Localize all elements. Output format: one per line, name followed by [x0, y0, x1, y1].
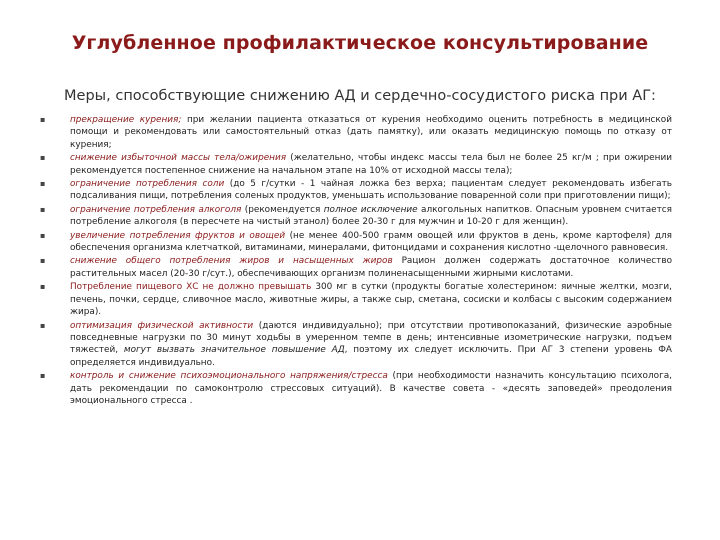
bullet-icon: ▪	[40, 282, 46, 292]
bullet-icon: ▪	[40, 320, 46, 330]
bullet-icon: ▪	[40, 371, 46, 381]
bullet-icon: ▪	[40, 204, 46, 214]
bullet-icon: ▪	[40, 179, 46, 189]
list-item: ▪ ограничение потребления алкоголя (рекомендуется полное исключение алкогольных напитков. Опасным уровнем считается потребление алкоголя (в пересчете на чистый этанол) более 20-30 г для мужчин и 10-20 г для женщин).	[40, 204, 672, 228]
list-item: ▪ Потребление пищевого ХС не должно превышать 300 мг в сутки (продукты богатые холестерином: яичные желтки, мозги, печень, почки, сердце, сливочное масло, животные жиры, а также сыр, сметана, сосиски и колбасы с высоким содержанием жира).	[40, 282, 672, 318]
measures-list	[40, 114, 672, 408]
list-item: ▪ увеличение потребления фруктов и овощей (не менее 400-500 грамм овощей или фруктов в день, кроме картофеля) для обеспечения организма клетчаткой, витаминами, минералами, фитонцидами и сохранения кислотно -щелочного равновесия.	[40, 230, 672, 254]
list-item: ▪ снижение избыточной массы тела/ожирения (желательно, чтобы индекс массы тела был не более 25 кг/м ; при ожирении рекомендуется постепенное снижение на начальном этапе на 10% от исходной массы тела);	[40, 153, 672, 176]
list-item: ▪ ограничение потребления соли (до 5 г/сутки - 1 чайная ложка без верха; пациентам следует рекомендовать избегать подсаливания пищи, потребления соленых продуктов, уменьшать использование поваренной соли при приготовлении пищи);	[40, 179, 672, 202]
list-item: ▪ прекращение курения; при желании пациента отказаться от курения необходимо оценить потребность в медицинской помощи и рекомендовать или самостоятельный отказ (дать памятку), или оказать медицинскую помощь по отказу от курения;	[40, 115, 672, 150]
slide-title: Углубленное профилактическое консультирование	[71, 32, 649, 54]
slide-subtitle: Меры, способствующие снижению АД и сердечно-сосудистого риска при АГ:	[64, 88, 656, 104]
bullet-icon: ▪	[40, 115, 46, 124]
list-item: ▪ контроль и снижение психоэмоционального напряжения/стресса (при необходимости назначить консультацию психолога, дать рекомендации по самоконтролю стрессовых ситуаций). В качестве совета - «десять заповедей» преодоления эмоционального стресса .	[40, 371, 672, 406]
bullet-icon: ▪	[40, 256, 46, 266]
bullet-icon: ▪	[40, 230, 46, 240]
list-item: ▪ снижение общего потребления жиров и насыщенных жиров Рацион должен содержать достаточное количество растительных масел (20-30 г/сут.), обеспечивающих организм полиненасыщенными жирными кислотами.	[40, 256, 673, 279]
bullet-icon: ▪	[40, 153, 46, 163]
list-item: ▪ оптимизация физической активности (даются индивидуально); при отсутствии противопоказаний, физические аэробные повседневные нагрузки по 30 минут ходьбы в умеренном темпе в день; интенсивные изометрические нагрузки, подъем тяжестей, могут вызвать значительное повышение АД, поэтому их следует исключить. При АГ 3 степени уровень ФА определяется индивидуально.	[40, 320, 673, 368]
